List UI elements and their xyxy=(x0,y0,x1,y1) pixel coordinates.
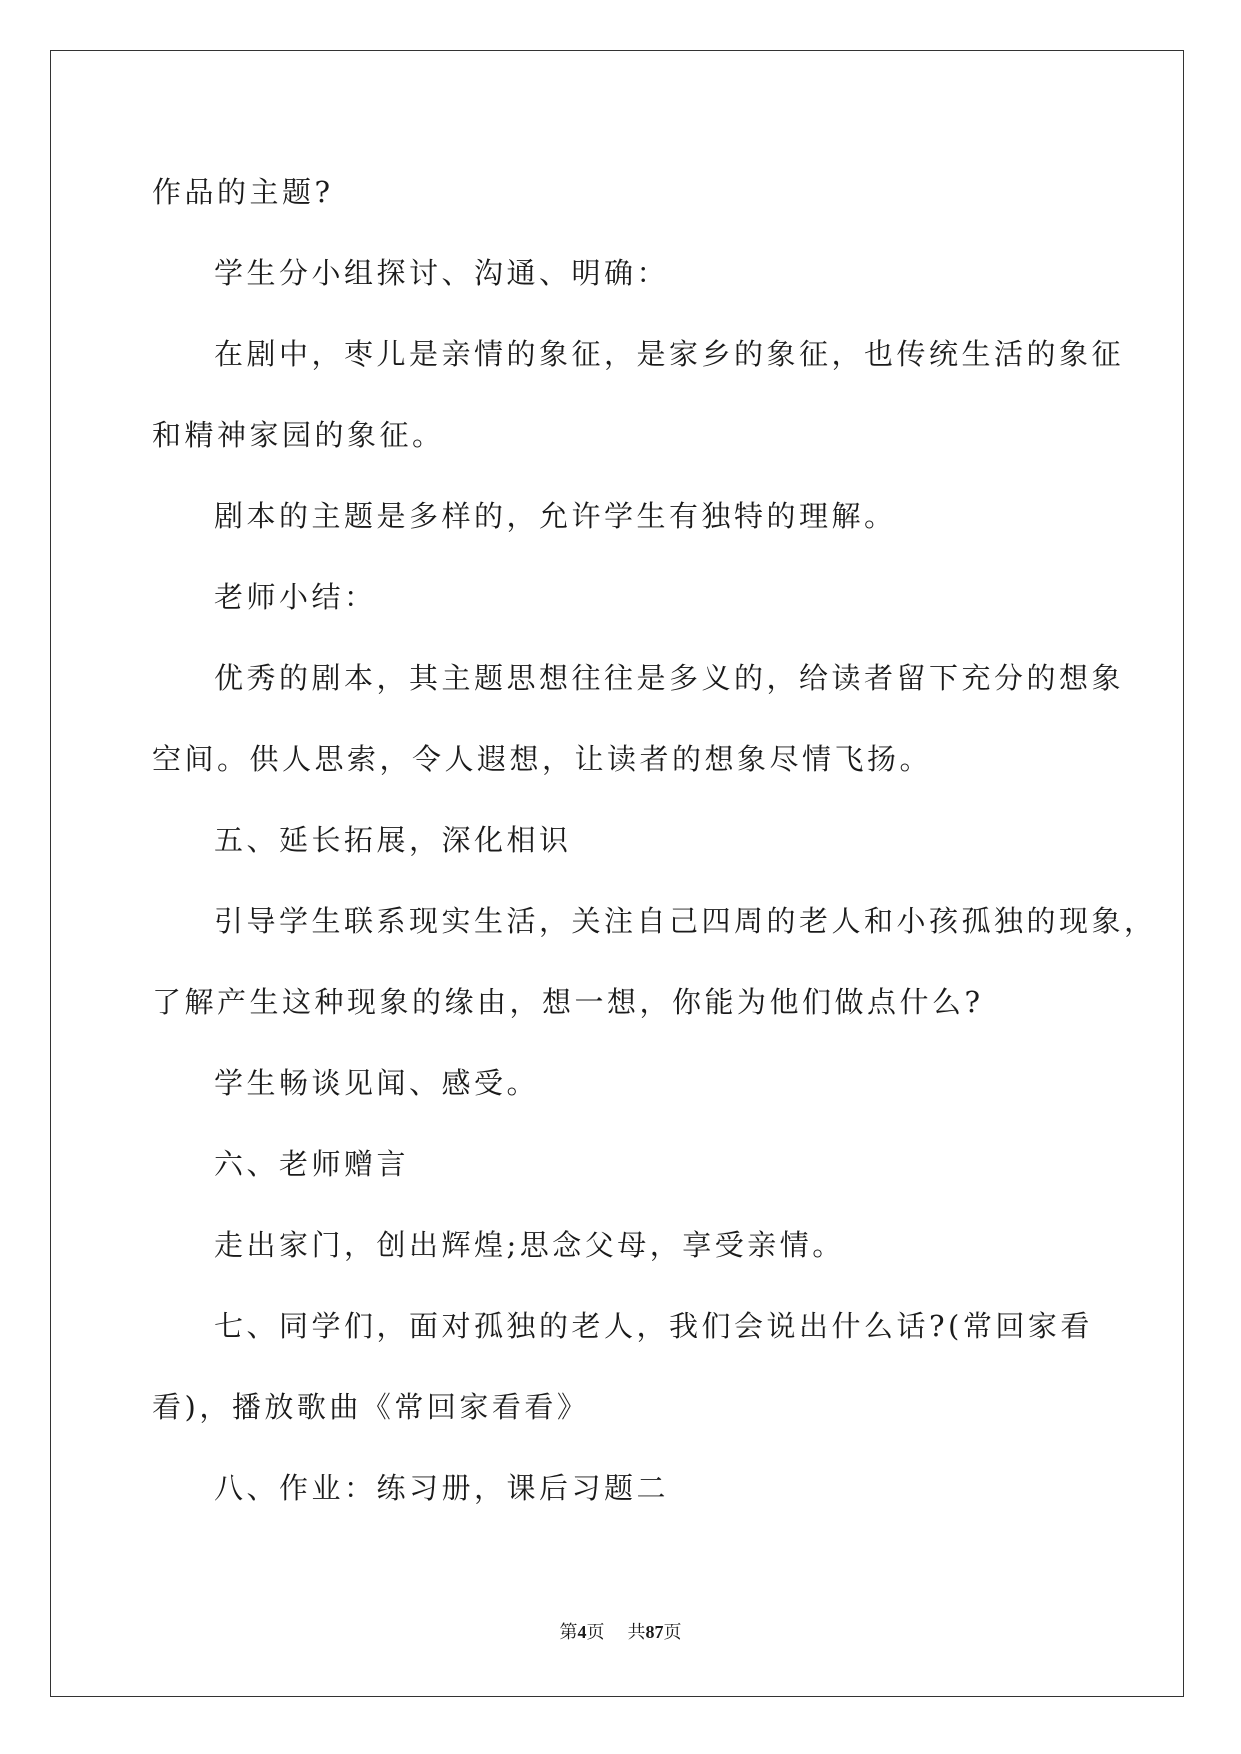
section-heading: 五、延长拓展，深化相识 xyxy=(214,823,572,857)
text-line: 了解产生这种现象的缘由，想一想，你能为他们做点什么? xyxy=(152,985,984,1019)
text-line: 剧本的主题是多样的，允许学生有独特的理解。 xyxy=(214,499,897,533)
section-heading: 六、老师赠言 xyxy=(214,1147,410,1181)
text-line: 看)，播放歌曲《常回家看看》 xyxy=(152,1390,590,1424)
text-line: 引导学生联系现实生活，关注自己四周的老人和小孩孤独的现象， xyxy=(214,904,1157,938)
section-heading: 八、作业：练习册，课后习题二 xyxy=(214,1471,670,1505)
text-line: 走出家门，创出辉煌;思念父母，享受亲情。 xyxy=(214,1228,845,1262)
section-heading: 七、同学们，面对孤独的老人，我们会说出什么话?(常回家看 xyxy=(214,1309,1093,1343)
text-line: 在剧中，枣儿是亲情的象征，是家乡的象征，也传统生活的象征 xyxy=(214,337,1125,371)
page-suffix: 页 xyxy=(586,1622,605,1643)
page-footer xyxy=(0,1620,1241,1645)
total-prefix: 共 xyxy=(627,1622,646,1643)
text-line: 空间。供人思索，令人遐想，让读者的想象尽情飞扬。 xyxy=(152,742,933,776)
page-prefix: 第 xyxy=(559,1622,578,1643)
text-line: 作品的主题? xyxy=(152,175,334,209)
text-line: 和精神家园的象征。 xyxy=(152,418,445,452)
total-suffix: 页 xyxy=(663,1622,682,1643)
text-line: 学生畅谈见闻、感受。 xyxy=(214,1066,540,1100)
page-number: 4 xyxy=(577,1622,587,1642)
text-line: 老师小结： xyxy=(214,580,377,614)
text-line: 优秀的剧本，其主题思想往往是多义的，给读者留下充分的想象 xyxy=(214,661,1125,695)
page-border xyxy=(50,50,1184,1697)
total-pages: 87 xyxy=(645,1622,664,1642)
text-line: 学生分小组探讨、沟通、明确： xyxy=(214,256,670,290)
